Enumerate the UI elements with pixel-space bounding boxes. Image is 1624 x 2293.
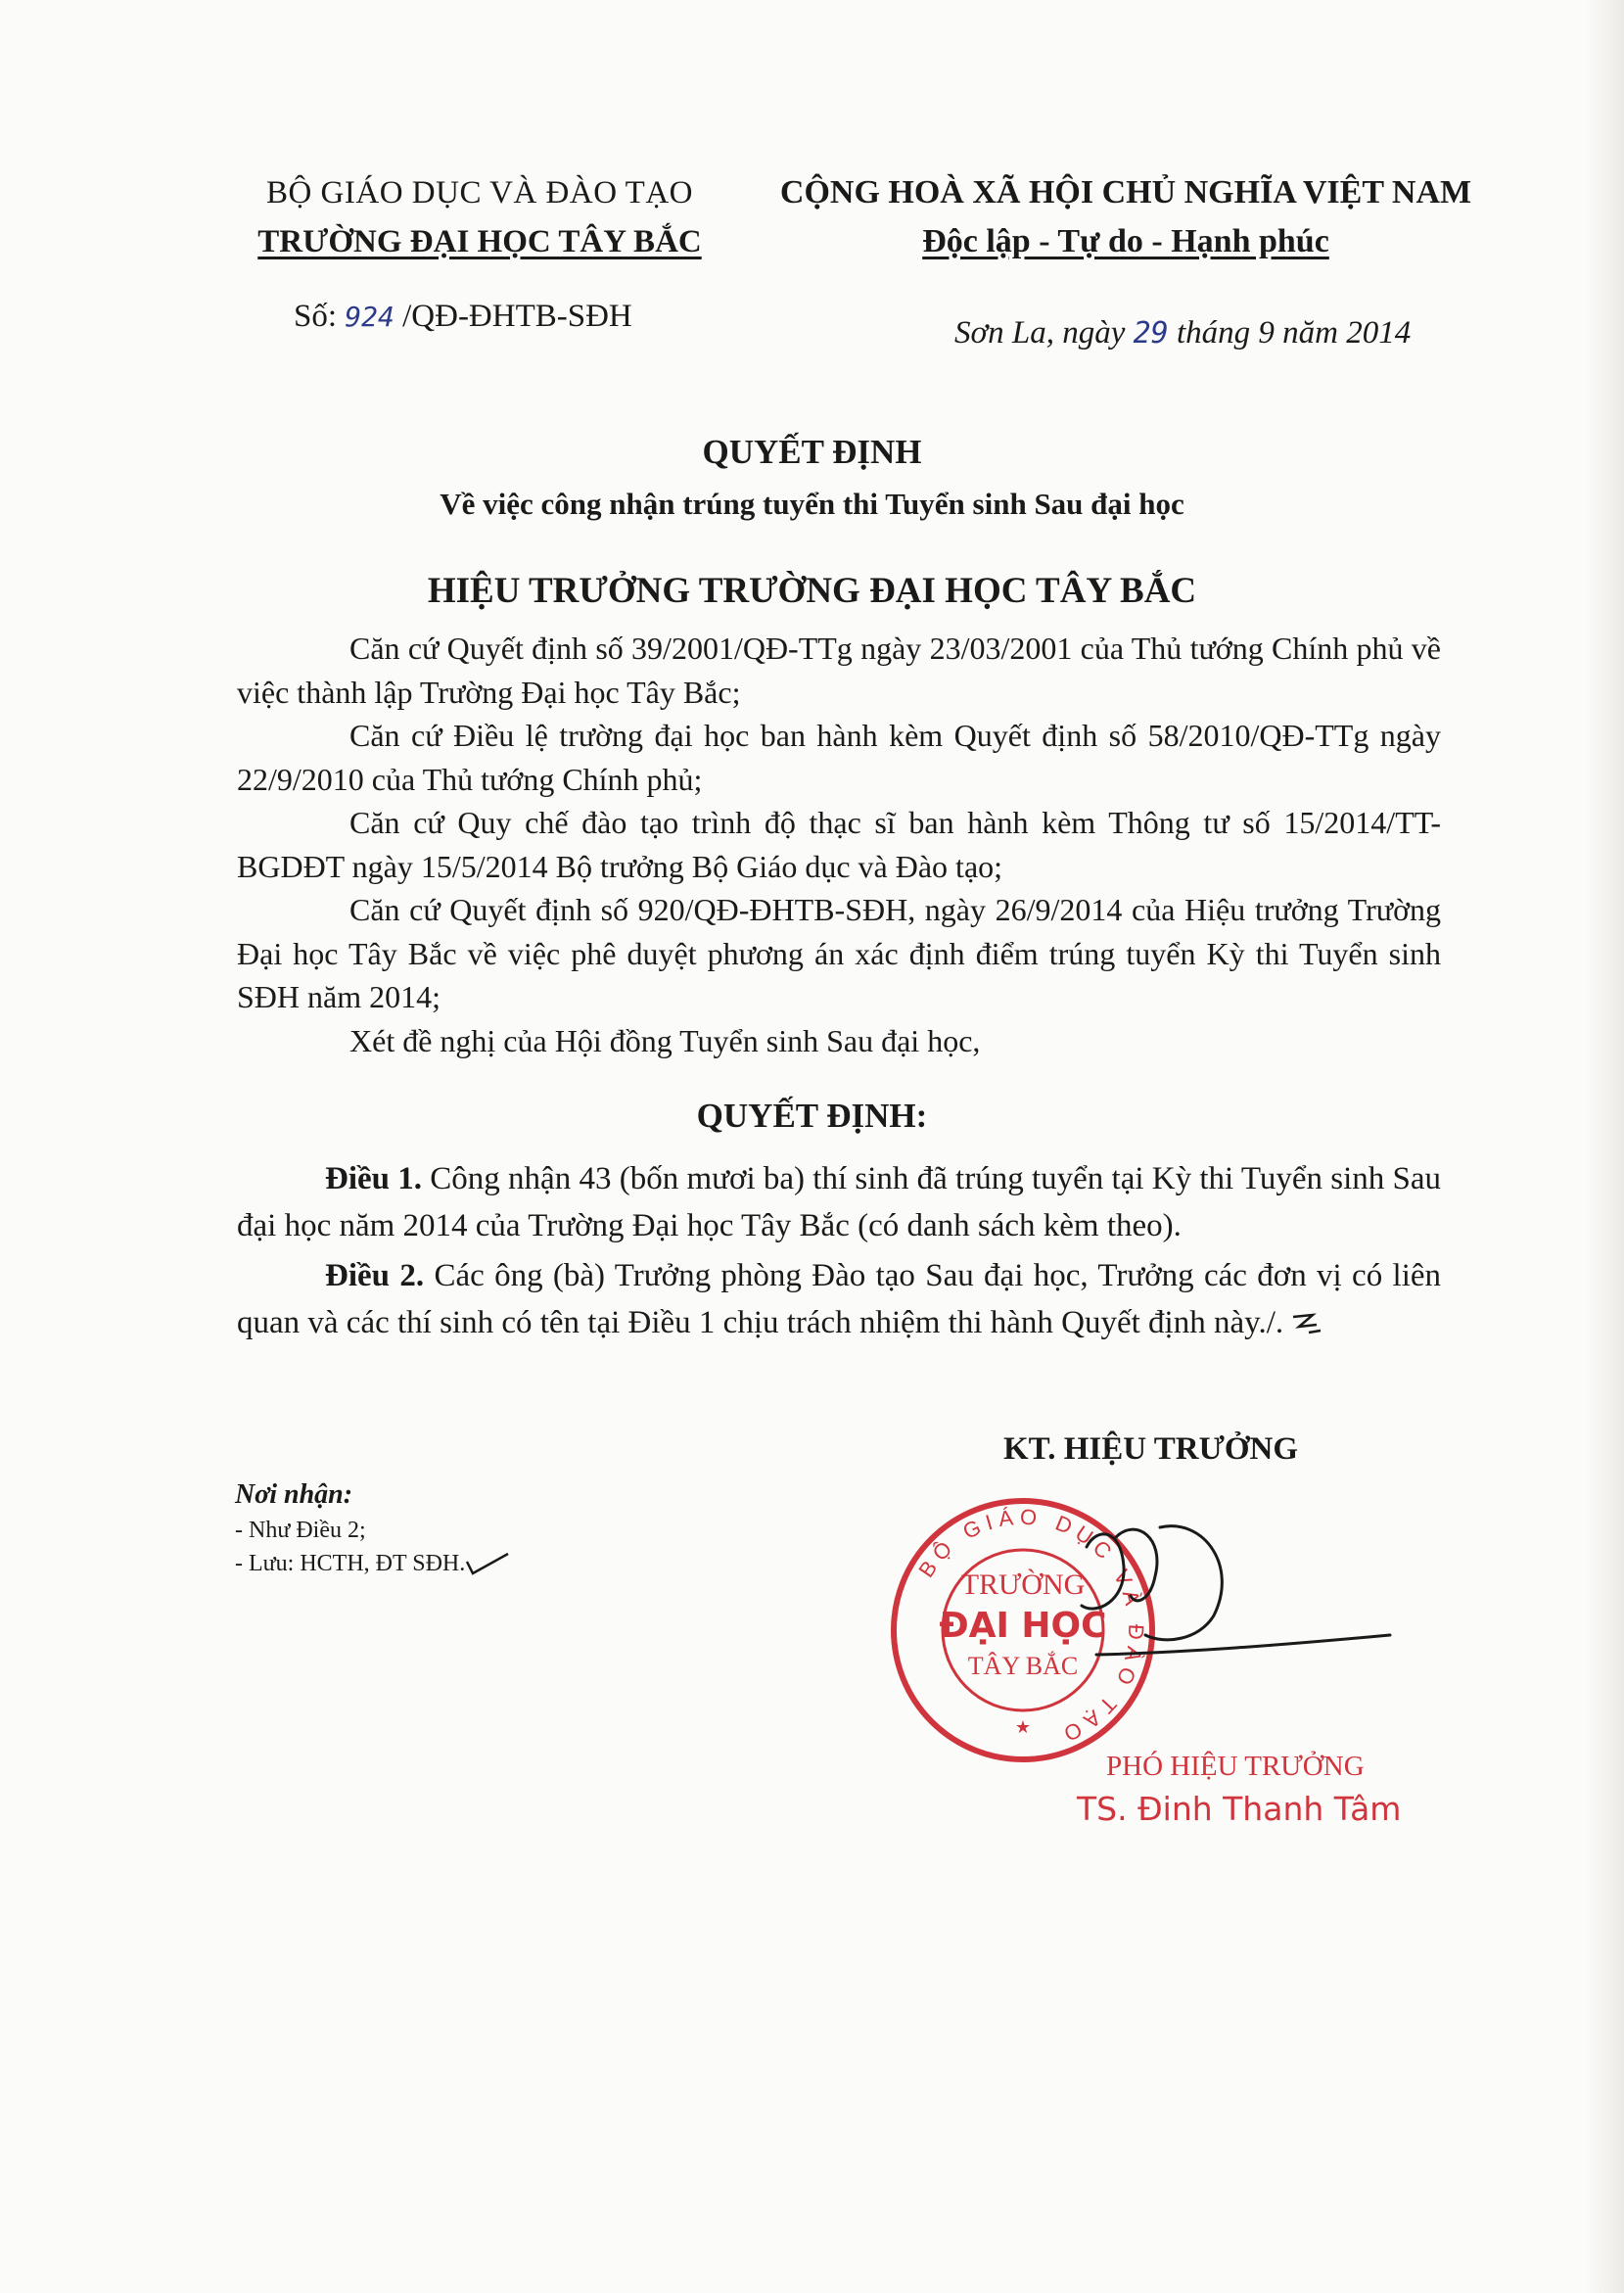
basis-paragraph: Căn cứ Quy chế đào tạo trình độ thạc sĩ ban hành kèm Thông tư số 15/2014/TT-BGDĐT ngày 15/5/2014 Bộ trưởng Bộ Giáo dục và Đào tạo; (237, 805, 1441, 884)
date-day-handwritten: 29 (1133, 316, 1169, 351)
articles (237, 1155, 1441, 1349)
stamp-line-1: TRƯỜNG (960, 1568, 1086, 1601)
article-2 (237, 1252, 1441, 1346)
recipient-item: - Như Điều 2; (235, 1518, 366, 1543)
scan-edge-shadow (1586, 0, 1624, 2293)
stamp-ring-text: BỘ GIÁO DỤC VÀ ĐÀO TẠO (913, 1504, 1149, 1750)
national-header (754, 168, 1498, 266)
signer-position: PHÓ HIỆU TRƯỞNG (1106, 1751, 1365, 1782)
document-number (294, 299, 632, 335)
number-suffix: /QĐ-ĐHTB-SĐH (402, 299, 632, 334)
basis-paragraph: Căn cứ Quyết định số 920/QĐ-ĐHTB-SĐH, ngày 26/9/2014 của Hiệu trưởng Trường Đại học Tây Bắc về việc phê duyệt phương án xác định điểm trúng tuyển Kỳ thi Tuyển sinh SĐH năm 2014; (237, 892, 1441, 1014)
national-motto: Độc lập - Tự do - Hạnh phúc (922, 223, 1329, 259)
legal-basis (237, 627, 1441, 1062)
signer-on-behalf: KT. HIỆU TRƯỞNG (1003, 1431, 1299, 1467)
article-label: Điều 2. (325, 1258, 425, 1293)
initials-mark-icon (1287, 1309, 1326, 1340)
tick-mark-icon (465, 1550, 512, 1579)
stamp-line-3: TÂY BẮC (967, 1652, 1079, 1680)
date-suffix: tháng 9 năm 2014 (1177, 315, 1412, 351)
article-text: Các ông (bà) Trưởng phòng Đào tạo Sau đại học, Trưởng các đơn vị có liên quan và các thí sinh có tên tại Điều 1 chịu trách nhiệm thi hành Quyết định này./. (237, 1258, 1442, 1340)
date-prefix: Sơn La, ngày (954, 315, 1126, 351)
decision-heading: QUYẾT ĐỊNH: (696, 1097, 928, 1135)
school-name: TRƯỜNG ĐẠI HỌC TÂY BẮC (257, 224, 702, 259)
handwritten-signature (1028, 1508, 1400, 1674)
stamp-star-icon: ★ (1014, 1717, 1032, 1737)
recipient-item: - Lưu: HCTH, ĐT SĐH. (235, 1547, 512, 1580)
article-1 (237, 1155, 1441, 1249)
issuing-authority: HIỆU TRƯỞNG TRƯỜNG ĐẠI HỌC TÂY BẮC (427, 571, 1197, 611)
number-handwritten: 924 (345, 301, 394, 333)
stamp-line-2: ĐẠI HỌC (939, 1606, 1107, 1646)
article-label: Điều 1. (325, 1161, 423, 1196)
issuer-header (206, 168, 754, 266)
number-prefix: Số: (294, 299, 338, 334)
document-type: QUYẾT ĐỊNH (702, 433, 922, 471)
place-date (954, 315, 1411, 351)
basis-paragraph: Căn cứ Điều lệ trường đại học ban hành kèm Quyết định số 58/2010/QĐ-TTg ngày 22/9/2010 của Thủ tướng Chính phủ; (237, 718, 1441, 797)
recipients-block (235, 1478, 512, 1580)
article-text: Công nhận 43 (bốn mươi ba) thí sinh đã trúng tuyển tại Kỳ thi Tuyển sinh Sau đại học năm 2014 của Trường Đại học Tây Bắc (có danh sách kèm theo). (237, 1161, 1442, 1243)
ministry-name: BỘ GIÁO DỤC VÀ ĐÀO TẠO (265, 175, 694, 211)
country-name: CỘNG HOÀ XÃ HỘI CHỦ NGHĨA VIỆT NAM (779, 174, 1472, 211)
signer-name: TS. Đinh Thanh Tâm (1077, 1790, 1402, 1828)
basis-paragraph: Căn cứ Quyết định số 39/2001/QĐ-TTg ngày 23/03/2001 của Thủ tướng Chính phủ về việc thành lập Trường Đại học Tây Bắc; (237, 631, 1441, 710)
recipients-label: Nơi nhận: (235, 1479, 353, 1510)
basis-paragraph: Xét đề nghị của Hội đồng Tuyển sinh Sau đại học, (349, 1022, 981, 1058)
document-subject: Về việc công nhận trúng tuyển thi Tuyển sinh Sau đại học (440, 487, 1184, 521)
